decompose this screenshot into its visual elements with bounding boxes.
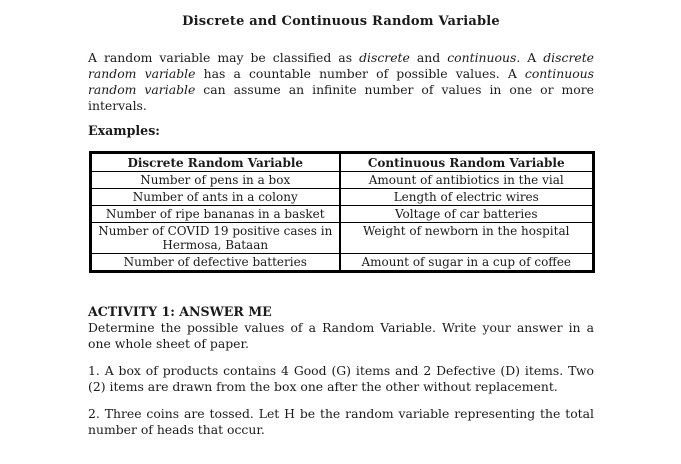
table-row: [91, 223, 594, 254]
activity-heading: ACTIVITY 1: ANSWER ME: [88, 304, 272, 319]
table-row: [91, 254, 594, 272]
table-cell: Number of defective batteries: [91, 254, 340, 272]
table-cell: Number of ripe bananas in a basket: [91, 206, 340, 223]
table-cell: Weight of newborn in the hospital: [340, 223, 594, 254]
table-row: [91, 189, 594, 206]
page-title: Discrete and Continuous Random Variable: [182, 14, 500, 29]
table-cell: Number of pens in a box: [91, 172, 340, 189]
table-cell: Amount of sugar in a cup of coffee: [340, 254, 594, 272]
activity-item-1: 1. A box of products contains 4 Good (G) items and 2 Defective (D) items. Two (2) items are drawn from the box one after the other without replacement.: [88, 363, 594, 394]
table-cell: Number of COVID 19 positive cases in Hermosa, Bataan: [91, 223, 340, 254]
table-cell: Number of ants in a colony: [91, 189, 340, 206]
table-header-discrete: Discrete Random Variable: [91, 153, 340, 172]
activity-description: Determine the possible values of a Random Variable. Write your answer in a one whole sheet of paper.: [88, 320, 594, 351]
examples-label: Examples:: [88, 123, 160, 138]
table-row: [91, 206, 594, 223]
examples-table: [89, 151, 595, 273]
intro-paragraph: A random variable may be classified as discrete and continuous. A discrete random variable has a countable number of possible values. A continuous random variable can assume an infinite number of values in one or more intervals.: [88, 50, 595, 113]
document-content: [88, 13, 594, 438]
table-header-row: [91, 153, 594, 172]
table-cell: Voltage of car batteries: [340, 206, 594, 223]
table-header-continuous: Continuous Random Variable: [340, 153, 594, 172]
activity-item-2: 2. Three coins are tossed. Let H be the random variable representing the total number of heads that occur.: [88, 406, 594, 437]
table-cell: Length of electric wires: [340, 189, 594, 206]
table-row: [91, 172, 594, 189]
table-cell: Amount of antibiotics in the vial: [340, 172, 594, 189]
